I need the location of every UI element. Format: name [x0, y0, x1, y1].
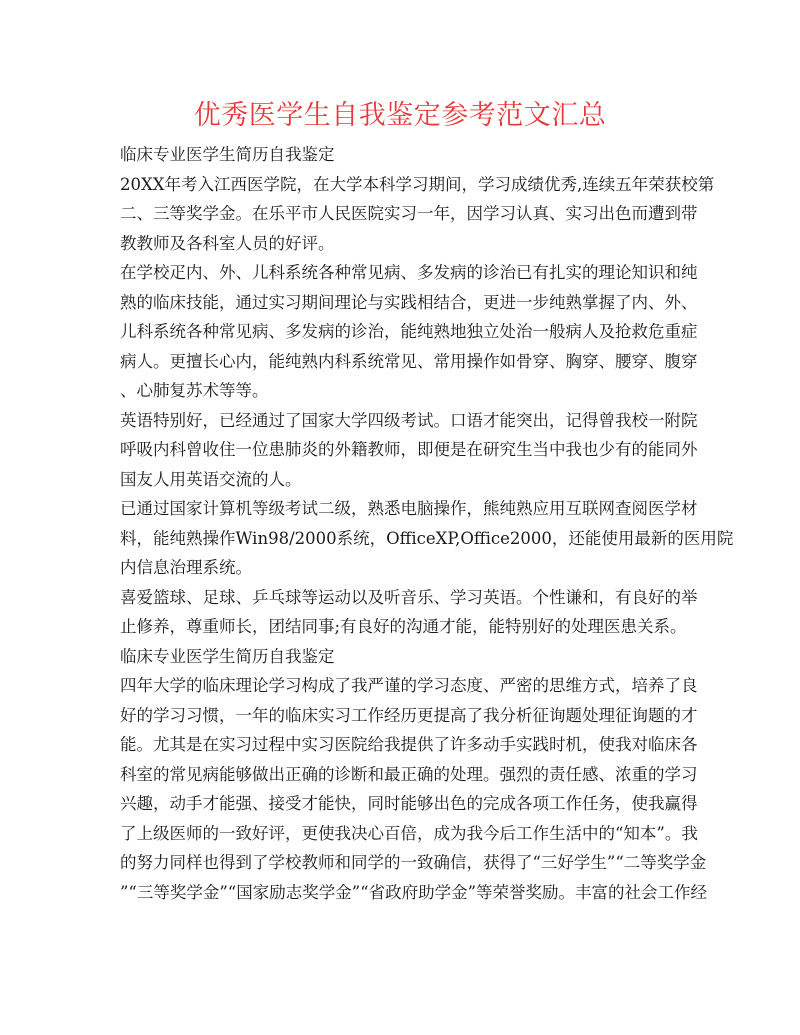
paragraph-line: 教教师及各科室人员的好评。 [120, 233, 335, 253]
paragraph-line: 、心肺复苏术等等。 [120, 381, 269, 400]
paragraph-line: 兴趣，动手才能强、接受才能快，同时能够出色的完成各项工作任务，使我赢得 [120, 794, 698, 813]
paragraph-line: 呼吸内科曾收住一位患肺炎的外籍教师，即便是在研究生当中我也少有的能同外 [120, 440, 698, 459]
paragraph-line: 病人。更擅长心内，能纯熟内科系统常见、常用操作如骨穿、胸穿、腰穿、腹穿 [120, 351, 698, 371]
paragraph-line: 了上级医师的一致好评，更使我决心百倍，成为我今后工作生活中的“知本”。我 [120, 823, 698, 843]
paragraph-line: 熟的临床技能，通过实习期间理论与实践相结合，更进一步纯熟掌握了内、外、 [120, 292, 698, 312]
paragraph-line: 国友人用英语交流的人。 [120, 469, 302, 489]
paragraph-line: 能。尤其是在实习过程中实习医院给我提供了许多动手实践时机，使我对临床各 [120, 735, 698, 754]
paragraph-line: 20XX年考入江西医学院，在大学本科学习期间，学习成绩优秀,连续五年荣获校第 [120, 174, 715, 194]
paragraph-line: 科室的常见病能够做出正确的诊断和最正确的处理。强烈的责任感、浓重的学习 [120, 764, 698, 784]
section-heading: 临床专业医学生简历自我鉴定 [120, 145, 335, 164]
section-heading: 临床专业医学生简历自我鉴定 [120, 646, 335, 666]
paragraph-line: 在学校疋内、外、儿科系统各种常见病、多发病的诊治已有扎实的理论知识和纯 [120, 263, 698, 282]
paragraph-line: 的努力同样也得到了学校教师和同学的一致确信，获得了“三好学生”“二等奖学金 [120, 853, 707, 872]
paragraph-line: 料，能纯熟操作Win98/2000系统，OfficeXP,Office2000，还能使用最新的医用院 [120, 528, 734, 548]
paragraph-line: 内信息治理系统。 [120, 558, 252, 577]
paragraph-line: ”“三等奖学金”“国家励志奖学金”“省政府助学金”等荣誉奖励。丰富的社会工作经 [120, 882, 708, 902]
document-body [120, 140, 734, 907]
paragraph-line: 四年大学的临床理论学习构成了我严谨的学习态度、严密的思维方式，培养了良 [120, 676, 698, 695]
paragraph-line: 英语特别好，已经通过了国家大学四级考试。口语才能突出，记得曾我校一附院 [120, 410, 698, 430]
document-title: 优秀医学生自我鉴定参考范文汇总 [193, 100, 607, 131]
paragraph-line: 好的学习习惯，一年的临床实习工作经历更提高了我分析征询题处理征询题的才 [120, 705, 698, 725]
paragraph-line: 止修养，尊重师长，团结同事;有良好的沟通才能，能特别好的处理医患关系。 [120, 617, 687, 636]
paragraph-line: 二、三等奖学金。在乐平市人民医院实习一年，因学习认真、实习出色而遭到带 [120, 204, 698, 223]
paragraph-line: 喜爱篮球、足球、乒乓球等运动以及听音乐、学习英语。个性谦和，有良好的举 [120, 587, 698, 607]
paragraph-line: 已通过国家计算机等级考试二级，熟悉电脑操作，熊纯熟应用互联网查阅医学材 [120, 499, 698, 518]
paragraph-line: 儿科系统各种常见病、多发病的诊治，能纯熟地独立处治一般病人及抢救危重症 [120, 322, 698, 341]
